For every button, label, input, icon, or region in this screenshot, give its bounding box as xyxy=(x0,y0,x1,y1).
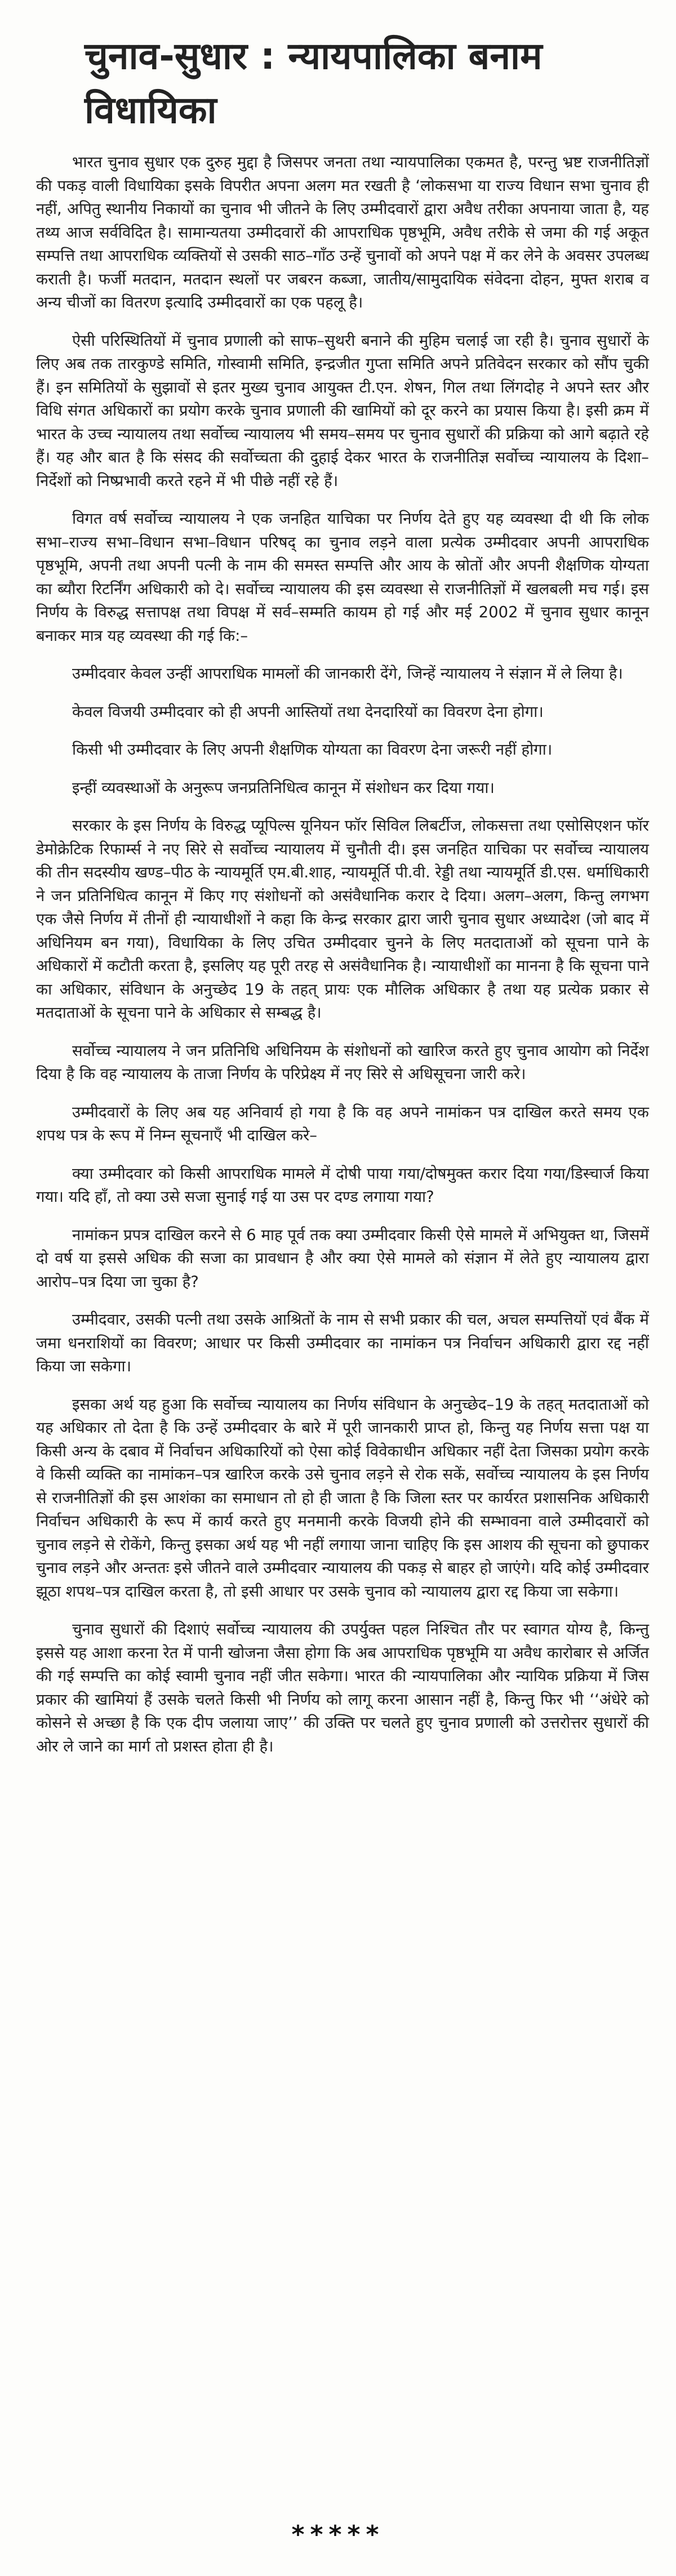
clause-accused: नामांकन प्रपत्र दाखिल करने से 6 माह पूर्व तक क्या उम्मीदवार किसी ऐसे मामले में अभियुक्त था, जिसमें दो वर्ष या इससे अधिक की सजा का प्रावधान है और क्या ऐसे मामले को संज्ञान में लेते हुए न्यायालय द्वारा आरोप–पत्र दिया जा चुका है? xyxy=(36,1225,649,1291)
paragraph-intro: भारत चुनाव सुधार एक दुरुह मुद्दा है जिसपर जनता तथा न्यायपालिका एकमत है, परन्तु भ्रष्ट राजनीतिज्ञों की पकड़ वाली विधायिका इसके विपरीत अपना अलग मत रखती है ‘लोकसभा या राज्य विधान सभा चुनाव ही नहीं, अपितु स्थानीय निकायों का चुनाव भी जीतने के लिए उम्मीदवारों द्वारा अवैध तरीका अपनाया जाता है, यह तथ्य आज सर्वविदित है। सामान्यतया उम्मीदवारों की आपराधिक पृष्ठभूमि, अवैध तरीके से जमा की गई अकूत सम्पत्ति तथा आपराधिक व्यक्तियों से उसकी साठ–गाँठ उन्हें चुनावों को अपने पक्ष में कर लेने के अवसर उपलब्ध कराती है। फर्जी मतदान, मतदान स्थलों पर जबरन कब्जा, जातीय/सामुदायिक संवेदना दोहन, मुफ्त शराब व अन्य चीजों का वितरण इत्यादि उम्मीदवारों का एक पहलू है। xyxy=(36,153,649,311)
essay-body xyxy=(36,151,649,1773)
paragraph-reform-committees: ऐसी परिस्थितियों में चुनाव प्रणाली को साफ–सुथरी बनाने की मुहिम चलाई जा रही है। चुनाव सुधारों के लिए अब तक तारकुण्डे समिति, गोस्वामी समिति, इन्द्रजीत गुप्ता समिति अपने प्रतिवेदन सरकार को सौंप चुकी हैं। इन समितियों के सुझावों से इतर मुख्य चुनाव आयुक्त टी.एन. शेषन, गिल तथा लिंगदोह ने अपने स्तर और विधि संगत अधिकारों का प्रयोग करके चुनाव प्रणाली की खामियों को दूर करने का प्रयास किया है। इसी क्रम में भारत के उच्च न्यायालय तथा सर्वोच्च न्यायालय भी समय–समय पर चुनाव सुधारों की प्रक्रिया को आगे बढ़ाते रहे हैं। यह और बात है कि संसद की सर्वोच्चता की दुहाई देकर भारत के राजनीतिज्ञ सर्वोच्च न्यायालय के दिशा–निर्देशों को निष्प्रभावी करते रहने में भी पीछे नहीं रहे हैं। xyxy=(36,331,649,490)
paragraph-affidavit: उम्मीदवारों के लिए अब यह अनिवार्य हो गया है कि वह अपने नामांकन पत्र दाखिल करते समय एक शपथ पत्र के रूप में निम्न सूचनाएँ भी दाखिल करे– xyxy=(36,1103,649,1144)
paragraph-amendment: इन्हीं व्यवस्थाओं के अनुरूप जनप्रतिनिधित्व कानून में संशोधन कर दिया गया। xyxy=(72,778,495,797)
paragraph-directive: सर्वोच्च न्यायालय ने जन प्रतिनिधि अधिनियम के संशोधनों को खारिज करते हुए चुनाव आयोग को निर्देश दिया है कि वह न्यायालय के ताजा निर्णय के परिप्रेक्ष्य में नए सिरे से अधिसूचना जारी करे। xyxy=(36,1041,649,1083)
paragraph-conclusion: चुनाव सुधारों की दिशाएं सर्वोच्च न्यायालय की उपर्युक्त पहल निश्चित तौर पर स्वागत योग्य है, किन्तु इससे यह आशा करना रेत में पानी खोजना जैसा होगा कि अब आपराधिक पृष्ठभूमि या अवैध कारोबार से अर्जित की गई सम्पत्ति का कोई स्वामी चुनाव नहीं जीत सकेगा। भारत की न्यायपालिका और न्यायिक प्रक्रिया में जिस प्रकार की खामियां हैं उसके चलते किसी भी निर्णय को लागू करना आसान नहीं है, किन्तु फिर भी ‘‘अंधेरे को कोसने से अच्छा है कि एक दीप जलाया जाए’’ की उक्ति पर चलते हुए चुनाव प्रणाली को उत्तरोत्तर सुधारों की ओर ले जाने का मार्ग तो प्रशस्त होता ही है। xyxy=(36,1620,649,1755)
clause-conviction: क्या उम्मीदवार को किसी आपराधिक मामले में दोषी पाया गया/दोषमुक्त करार दिया गया/डिस्चार्ज किया गया। यदि हाँ, तो क्या उसे सजा सुनाई गई या उस पर दण्ड लगाया गया? xyxy=(36,1164,649,1206)
paragraph-meaning: इसका अर्थ यह हुआ कि सर्वोच्च न्यायालय का निर्णय संविधान के अनुच्छेद–19 के तहत् मतदाताओं को यह अधिकार तो देता है कि उन्हें उम्मीदवार के बारे में पूरी जानकारी प्राप्त हो, किन्तु यह निर्णय सत्ता पक्ष या किसी अन्य के दबाव में निर्वाचन अधिकारियों को ऐसा कोई विवेकाधीन अधिकार नहीं देता जिसका प्रयोग करके वे किसी व्यक्ति का नामांकन–पत्र खारिज करके उसे चुनाव लड़ने से रोक सकें, सर्वोच्च न्यायालय के इस निर्णय से राजनीतिज्ञों की इस आशंका का समाधान तो हो ही जाता है कि जिला स्तर पर कार्यरत प्रशासनिक अधिकारी निर्वाचन अधिकारी के रूप में कार्य करते हुए मनमानी करके विजयी होने की सम्भावना वाले उम्मीदवारों को चुनाव लड़ने से रोकेंगे, किन्तु इसका अर्थ यह भी नहीं लगाया जाना चाहिए कि इस आशय की सूचना को छुपाकर चुनाव लड़ने और अन्ततः इसे जीतने वाले उम्मीदवार न्यायालय की पकड़ से बाहर हो जाएंगे। यदि कोई उम्मीदवार झूठा शपथ–पत्र दाखिल करता है, तो इसी आधार पर उसके चुनाव को न्यायालय द्वारा रद्द किया जा सकेगा। xyxy=(36,1395,649,1601)
paragraph-challenge: सरकार के इस निर्णय के विरुद्ध प्यूपिल्स यूनियन फॉर सिविल लिबर्टीज, लोकसत्ता तथा एसोसिएशन फॉर डेमोक्रेटिक रिफार्म्स ने नए सिरे से सर्वोच्च न्यायालय में चुनौती दी। इस जनहित याचिका पर सर्वोच्च न्यायालय की तीन सदस्यीय खण्ड–पीठ के न्यायमूर्ति एम.बी.शाह, न्यायमूर्ति पी.वी. रेड्डी तथा न्यायमूर्ति डी.एस. धर्माधिकारी ने जन प्रतिनिधित्व कानून में किए गए संशोधनों को असंवैधानिक करार दे दिया। अलग–अलग, किन्तु लगभग एक जैसे निर्णय में तीनों ही न्यायाधीशों ने कहा कि केन्द्र सरकार द्वारा जारी चुनाव सुधार अध्यादेश (जो बाद में अधिनियम बन गया), विधायिका के लिए उचित उम्मीदवार चुनने के लिए मतदाताओं को सूचना पाने के अधिकारों में कटौती करता है, इसलिए यह पूरी तरह से असंवैधानिक है। न्यायाधीशों का मानना है कि सूचना पाने का अधिकार, संविधान के अनुच्छेद 19 के तहत् प्रायः एक मौलिक अधिकार है तथा यह प्रत्येक प्रकार से मतदाताओं के सूचना पाने के अधिकार से सम्बद्ध है। xyxy=(36,817,649,1022)
paragraph-court-ruling: विगत वर्ष सर्वोच्च न्यायालय ने एक जनहित याचिका पर निर्णय देते हुए यह व्यवस्था दी थी कि लोक सभा–राज्य सभा–विधान सभा–विधान परिषद् का चुनाव लड़ने वाला प्रत्येक उम्मीदवार अपनी आपराधिक पृष्ठभूमि, अपनी तथा अपनी पत्नी के नाम की समस्त सम्पत्ति और आय के स्रोतों और अपनी शैक्षणिक योग्यता का ब्यौरा रिटर्निंग अधिकारी को दे। सर्वोच्च न्यायालय की इस व्यवस्था से राजनीतिज्ञों में खलबली मच गई। इस निर्णय के विरुद्ध सत्तापक्ष तथा विपक्ष में सर्व–सम्मति कायम हो गई और मई 2002 में चुनाव सुधार कानून बनाकर मात्र यह व्यवस्था की गई कि:– xyxy=(36,510,649,645)
clause-education: किसी भी उम्मीदवार के लिए अपनी शैक्षणिक योग्यता का विवरण देना जरूरी नहीं होगा। xyxy=(72,741,553,759)
clause-criminal-cases: उम्मीदवार केवल उन्हीं आपराधिक मामलों की जानकारी देंगे, जिन्हें न्यायालय ने संज्ञान में ले लिया है। xyxy=(72,665,623,683)
end-mark: ***** xyxy=(291,2520,385,2549)
essay-title: चुनाव-सुधार : न्यायपालिका बनाम विधायिका xyxy=(84,34,542,132)
clause-property: उम्मीदवार, उसकी पत्नी तथा उसके आश्रितों के नाम से सभी प्रकार की चल, अचल सम्पत्तियों एवं बैंक में जमा धनराशियों का विवरण; आधार पर किसी उम्मीदवार का नामांकन पत्र निर्वाचन अधिकारी द्वारा रद्द नहीं किया जा सकेगा। xyxy=(36,1311,649,1375)
clause-assets: केवल विजयी उम्मीदवार को ही अपनी आस्तियों तथा देनदारियों का विवरण देना होगा। xyxy=(72,702,544,721)
